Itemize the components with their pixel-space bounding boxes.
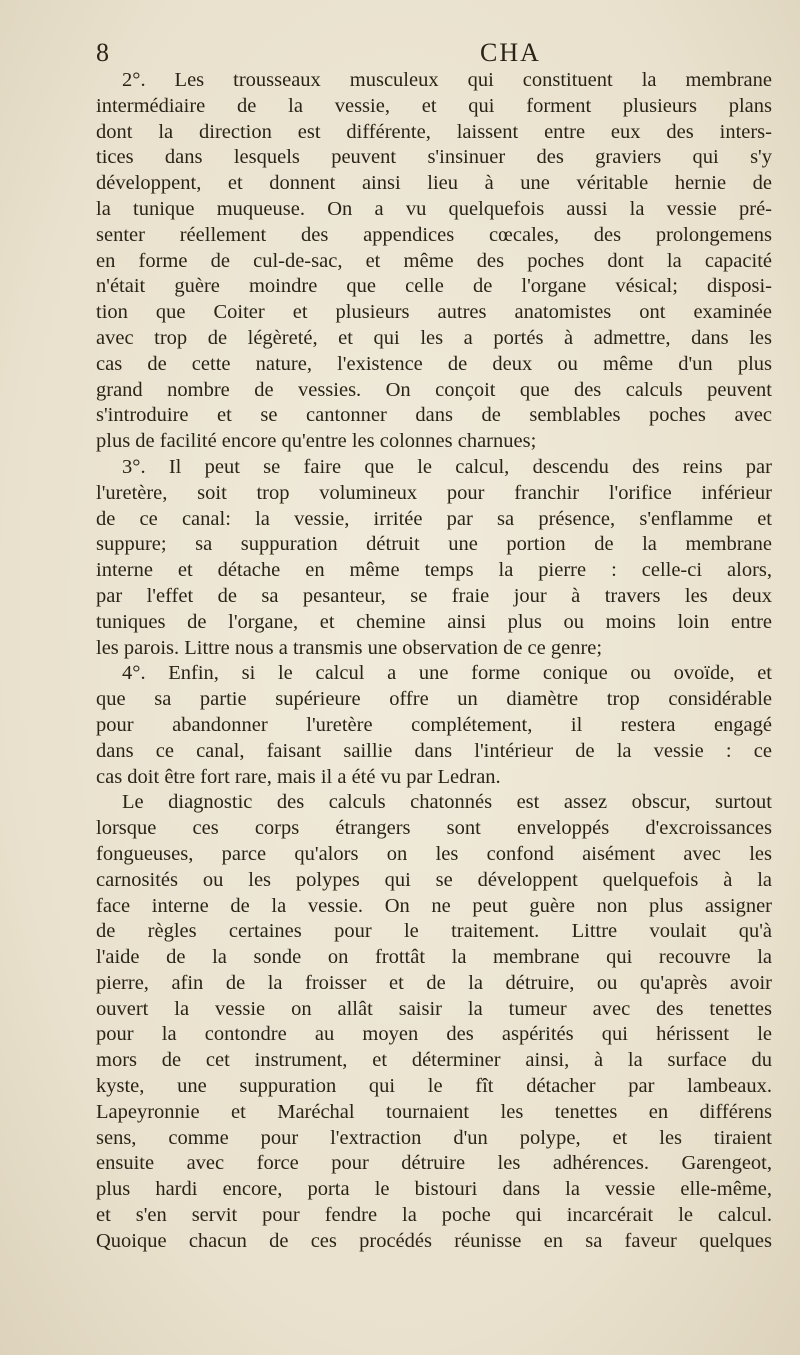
body-text [96,68,772,1255]
text-line: 2°. Les trousseaux musculeux qui constituent la membrane [122,69,772,91]
text-line: cas de cette nature, l'existence de deux ou même d'un plus [96,352,772,375]
text-line: grand nombre de vessies. On conçoit que des calculs peuvent [96,378,772,401]
text-line: s'introduire et se cantonner dans de semblables poches avec [96,404,772,427]
text-line: Le diagnostic des calculs chatonnés est assez obscur, surtout [122,791,772,814]
text-line: fongueuses, parce qu'alors on les confond aisément avec les [96,842,772,865]
text-line: plus hardi encore, porta le bistouri dans la vessie elle-même, [96,1178,772,1201]
text-line: en forme de cul-de-sac, et même des poches dont la capacité [96,249,772,272]
text-line: de ce canal: la vessie, irritée par sa présence, s'enflamme et [96,507,772,530]
text-line: tices dans lesquels peuvent s'insinuer des graviers qui s'y [96,146,772,169]
text-line: par l'effet de sa pesanteur, se fraie jour à travers les deux [96,584,772,607]
text-line: cas doit être fort rare, mais il a été vu par Ledran. [96,765,501,788]
text-line: Lapeyronnie et Maréchal tournaient les tenettes en différens [96,1100,772,1123]
text-line: sens, comme pour l'extraction d'un polype, et les tiraient [96,1126,772,1149]
text-line: la tunique muqueuse. On a vu quelquefois aussi la vessie pré- [96,197,772,220]
text-line: interne et détache en même temps la pierre : celle-ci alors, [96,559,772,582]
text-line: tion que Coiter et plusieurs autres anatomistes ont examinée [96,301,772,324]
text-line: et s'en servit pour fendre la poche qui incarcérait le calcul. [96,1204,772,1227]
text-line: dans ce canal, faisant saillie dans l'intérieur de la vessie : ce [96,739,772,762]
text-line: suppure; sa suppuration détruit une portion de la membrane [96,533,772,556]
text-line: dont la direction est différente, laissent entre eux des inters- [96,120,772,143]
text-line: kyste, une suppuration qui le fît détacher par lambeaux. [96,1075,772,1098]
text-line: 3°. Il peut se faire que le calcul, descendu des reins par [122,455,772,478]
text-line: n'était guère moindre que celle de l'organe vésical; disposi- [96,275,772,298]
text-line: que sa partie supérieure offre un diamètre trop considérable [96,688,772,711]
page-header [96,38,772,72]
text-line: Quoique chacun de ces procédés réunisse en sa faveur quelques [96,1229,772,1252]
text-line: pour abandonner l'uretère complétement, il restera engagé [96,713,772,736]
text-line: pierre, afin de la froisser et de la détruire, ou qu'après avoir [96,971,772,994]
text-line: pour la contondre au moyen des aspérités qui hérissent le [96,1023,772,1046]
text-line: tuniques de l'organe, et chemine ainsi plus ou moins loin entre [96,610,772,633]
text-line: plus de facilité encore qu'entre les colonnes charnues; [96,430,537,453]
text-line: de règles certaines pour le traitement. Littre voulait qu'à [96,920,772,943]
text-line: face interne de la vessie. On ne peut guère non plus assigner [96,894,772,917]
text-line: lorsque ces corps étrangers sont enveloppés d'excroissances [96,817,772,840]
text-line: développent, et donnent ainsi lieu à une véritable hernie de [96,172,772,195]
text-line: intermédiaire de la vessie, et qui forment plusieurs plans [96,94,772,117]
text-line: avec trop de légèreté, et qui les a portés à admettre, dans les [96,326,772,349]
running-head: CHA [480,38,541,67]
text-line: senter réellement des appendices cœcales, des prolongemens [96,223,772,246]
page-number: 8 [96,38,109,67]
text-line: mors de cet instrument, et déterminer ainsi, à la surface du [96,1049,772,1072]
text-line: ouvert la vessie on allât saisir la tumeur avec des tenettes [96,997,772,1020]
text-line: 4°. Enfin, si le calcul a une forme conique ou ovoïde, et [122,662,772,685]
text-line: l'uretère, soit trop volumineux pour franchir l'orifice inférieur [96,481,772,504]
text-line: les parois. Littre nous a transmis une observation de ce genre; [96,636,603,659]
text-line: l'aide de la sonde on frottât la membrane qui recouvre la [96,946,772,969]
text-line: ensuite avec force pour détruire les adhérences. Garengeot, [96,1152,772,1175]
text-line: carnosités ou les polypes qui se développent quelquefois à la [96,868,772,891]
